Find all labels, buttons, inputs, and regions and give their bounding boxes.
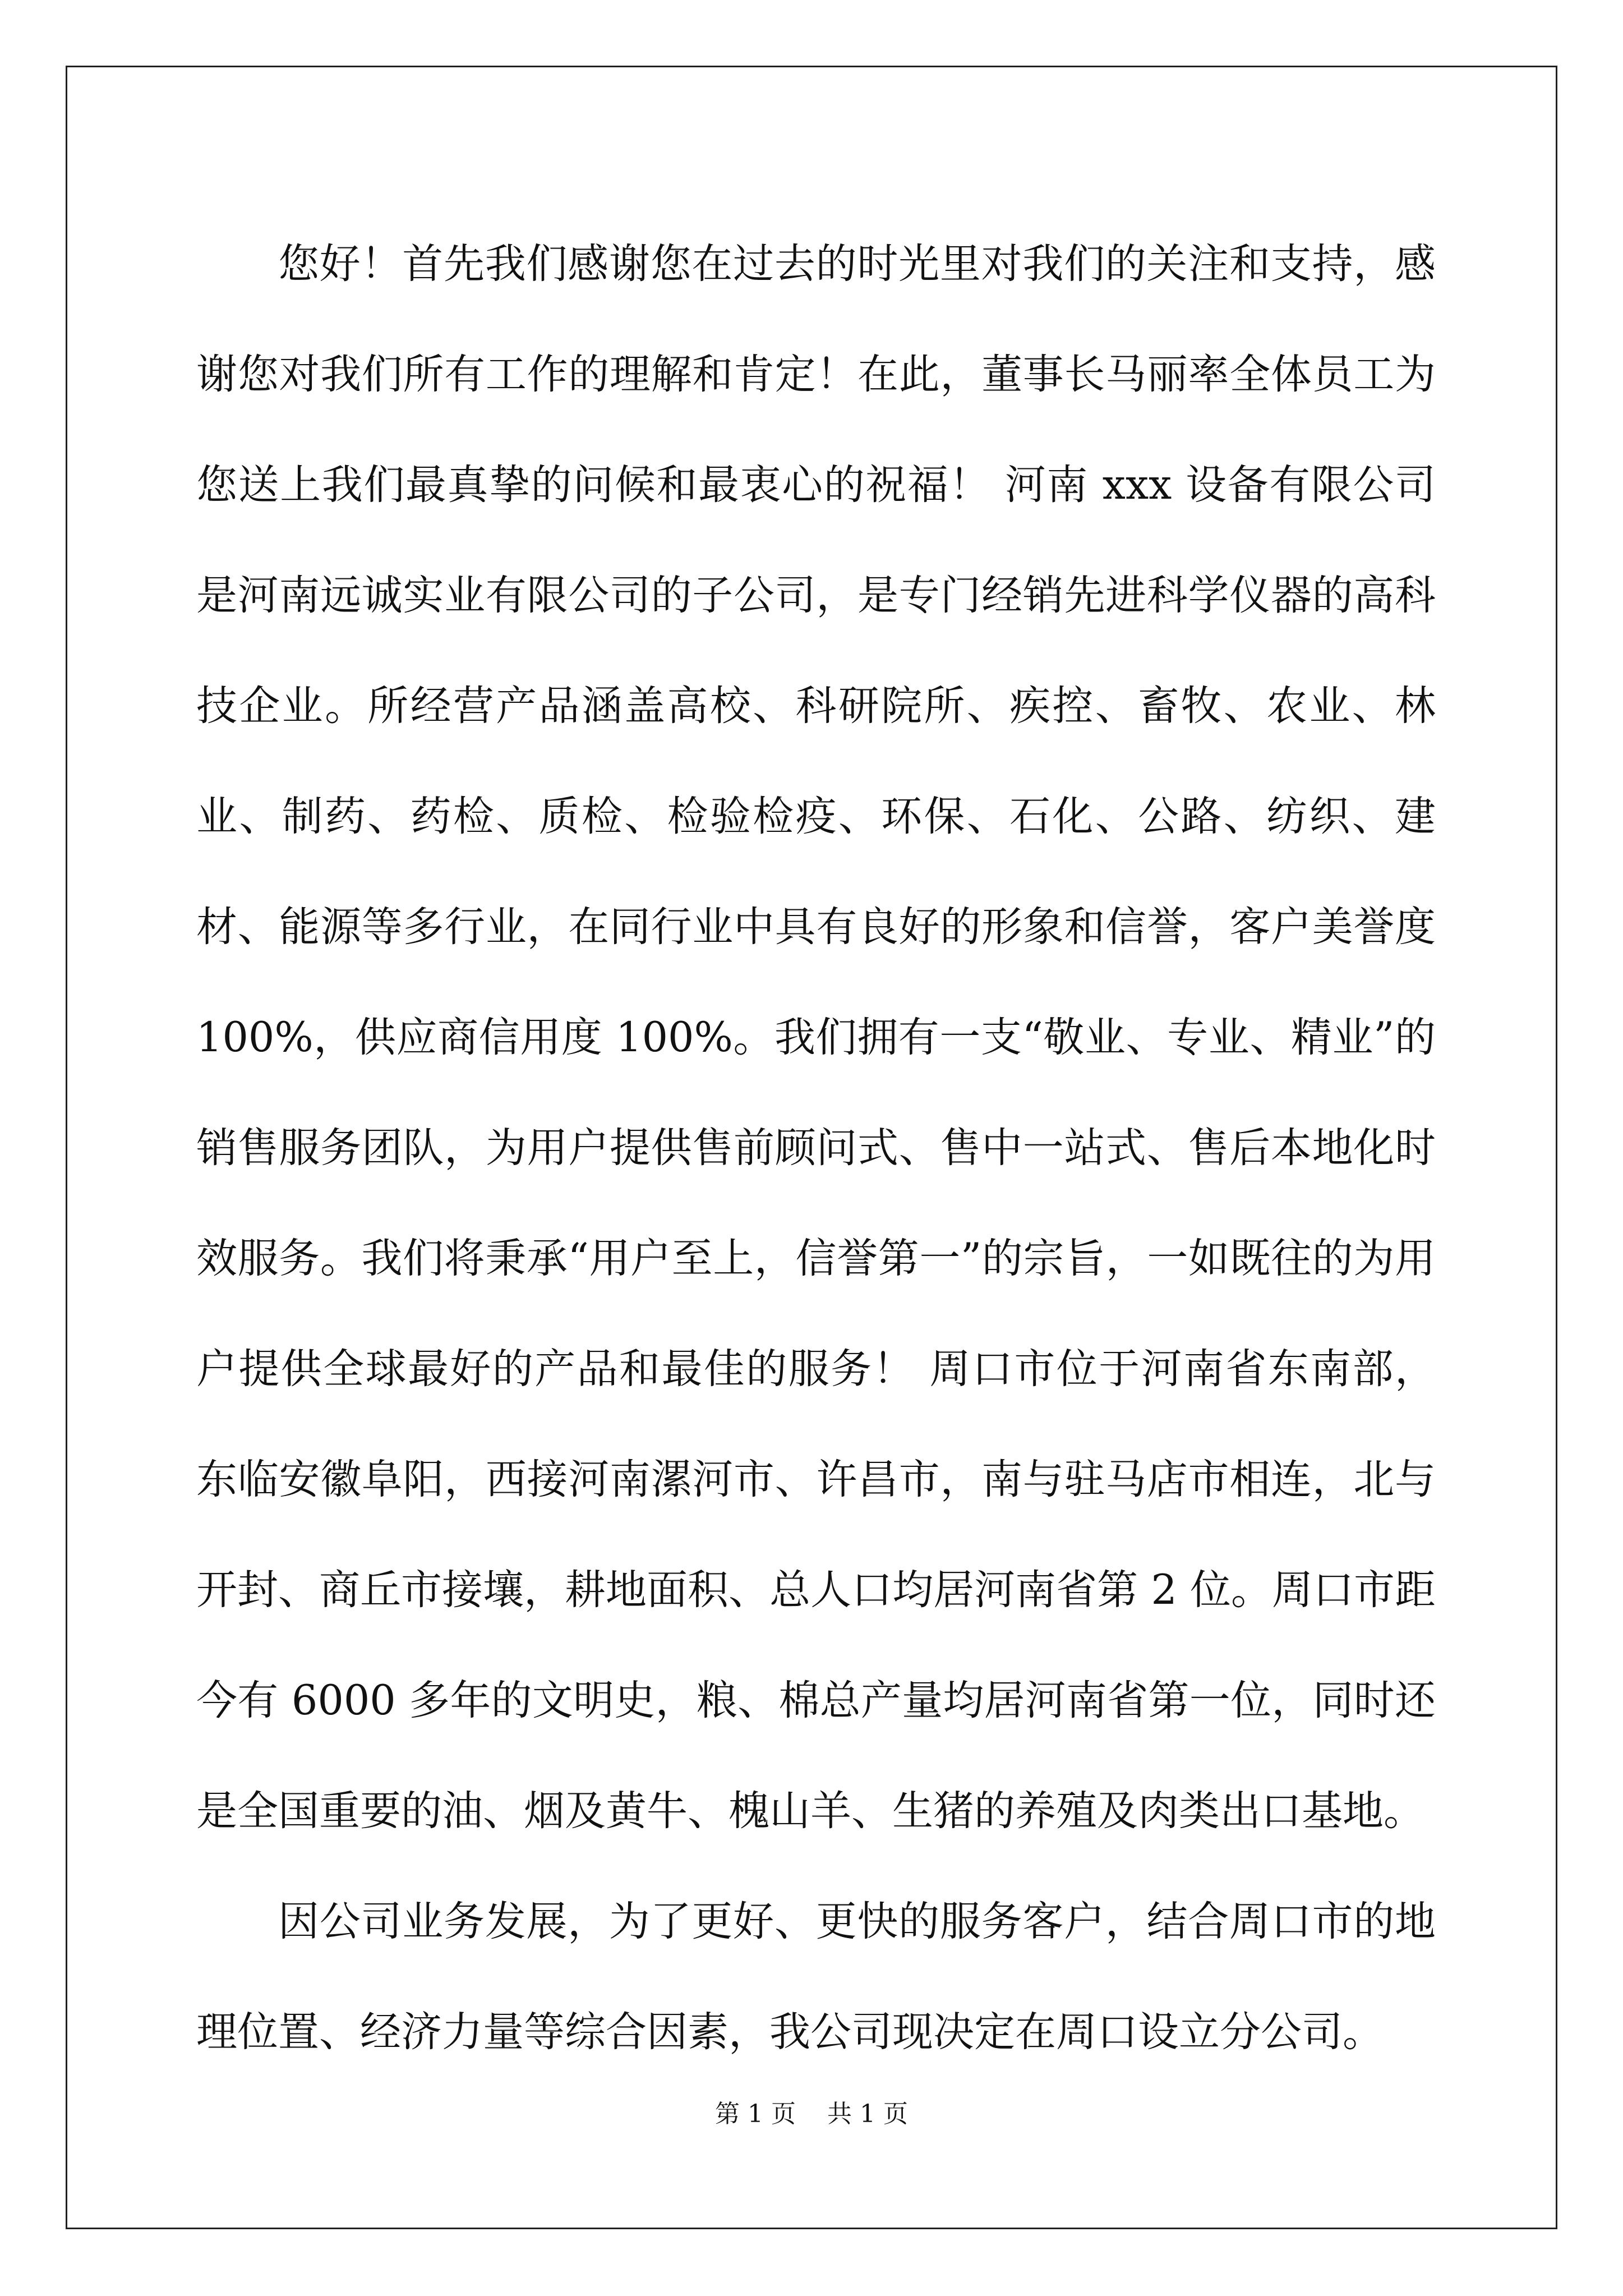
page-footer — [0, 2097, 1623, 2131]
page-number: 第 1 页 — [715, 2100, 796, 2128]
page-total: 共 1 页 — [827, 2100, 908, 2128]
document-body — [196, 209, 1436, 2087]
paragraph-intro: 您好！首先我们感谢您在过去的时光里对我们的关注和支持，感谢您对我们所有工作的理解和肯定！在此，董事长马丽率全体员工为您送上我们最真挚的问候和最衷心的祝福！ 河南 xxx 设备有限公司是河南远诚实业有限公司的子公司，是专门经销先进科学仪器的高科技企业。所经营产品涵盖高校、科研院所、疾控、畜牧、农业、林业、制药、药检、质检、检验检疫、环保、石化、公路、纺织、建材、能源等多行业，在同行业中具有良好的形象和信誉，客户美誉度 100%，供应商信用度 100%。我们拥有一支“敬业、专业、精业”的销售服务团队，为用户提供售前顾问式、售中一站式、售后本地化时效服务。我们将秉承“用户至上，信誉第一”的宗旨，一如既往的为用户提供全球最好的产品和最佳的服务！ 周口市位于河南省东南部，东临安徽阜阳，西接河南漯河市、许昌市，南与驻马店市相连，北与开封、商丘市接壤，耕地面积、总人口均居河南省第 2 位。周口市距今有 6000 多年的文明史，粮、棉总产量均居河南省第一位，同时还是全国重要的油、烟及黄牛、槐山羊、生猪的养殖及肉类出口基地。 — [196, 240, 1436, 1835]
paragraph-branch-decision: 因公司业务发展，为了更好、更快的服务客户，结合周口市的地理位置、经济力量等综合因素，我公司现决定在周口设立分公司。 — [196, 1898, 1436, 2056]
